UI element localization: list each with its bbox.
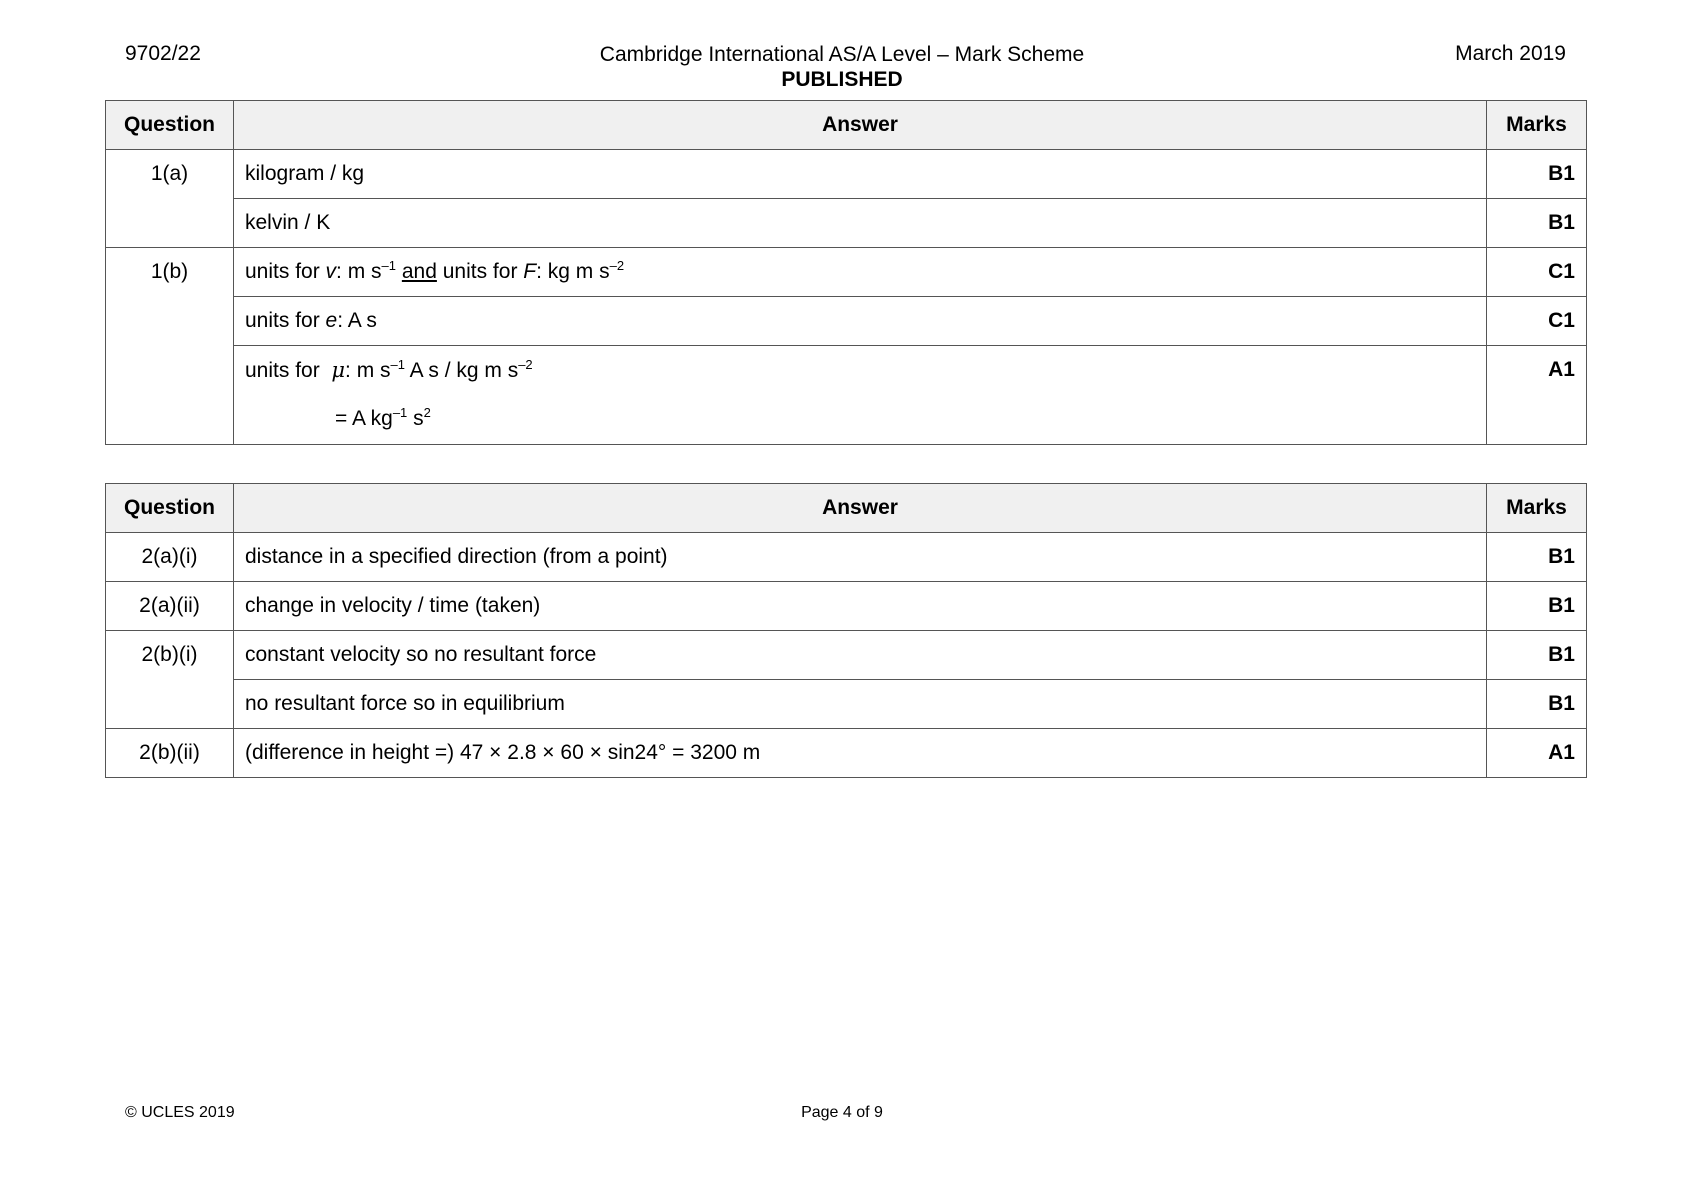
copyright-notice: © UCLES 2019 [125,1104,235,1121]
question-number: 2(b)(i) [106,631,234,729]
table-row [106,346,1587,445]
answer-cell: change in velocity / time (taken) [234,582,1487,631]
column-header-answer: Answer [234,484,1487,533]
mark-cell: B1 [1487,150,1587,199]
mark-cell: A1 [1487,346,1587,445]
answer-cell: units for v: m $s^{-1}$ and units for F: kg m $s^{-2}$ [234,248,1487,297]
table-row [106,248,1587,297]
document-title [0,42,1684,92]
table-row [106,199,1587,248]
column-header-answer: Answer [234,101,1487,150]
table-row [106,582,1587,631]
answer-cell: no resultant force so in equilibrium [234,680,1487,729]
document-code: 9702/22 [125,42,201,65]
answer-line-continuation: = A $kg^{-1}$ $s^2$ [335,405,431,430]
answer-cell: units for e: A s [234,297,1487,346]
table-row [106,631,1587,680]
mark-scheme-table-2 [105,483,1587,778]
column-header-question: Question [106,101,234,150]
table-row [106,150,1587,199]
table-row [106,533,1587,582]
answer-cell: (difference in height =) 47 × 2.8 × 60 × sin24° = 3200 m [234,729,1487,778]
column-header-question: Question [106,484,234,533]
mark-cell: B1 [1487,680,1587,729]
answer-line: units for μ: m $s^{-1}$ A s / kg m $s^{-2}$ [245,357,533,382]
mark-cell: B1 [1487,582,1587,631]
mark-cell: B1 [1487,631,1587,680]
question-number: 2(a)(ii) [106,582,234,631]
table-header-row [106,484,1587,533]
answer-cell: kilogram / kg [234,150,1487,199]
table-header-row [106,101,1587,150]
table-row [106,729,1587,778]
mark-cell: C1 [1487,297,1587,346]
answer-cell: constant velocity so no resultant force [234,631,1487,680]
mark-scheme-table-1 [105,100,1587,445]
column-header-marks: Marks [1487,484,1587,533]
document-date: March 2019 [1455,42,1566,65]
question-number: 2(a)(i) [106,533,234,582]
mark-cell: C1 [1487,248,1587,297]
table-row [106,680,1587,729]
answer-cell: distance in a specified direction (from a point) [234,533,1487,582]
column-header-marks: Marks [1487,101,1587,150]
mark-cell: B1 [1487,199,1587,248]
question-number: 2(b)(ii) [106,729,234,778]
published-label: PUBLISHED [781,68,903,91]
table-row [106,297,1587,346]
question-number: 1(b) [106,248,234,445]
title-text: Cambridge International AS/A Level – Mark Scheme [599,43,1085,66]
mark-cell: B1 [1487,533,1587,582]
mark-cell: A1 [1487,729,1587,778]
page-number: Page 4 of 9 [801,1104,883,1121]
answer-cell: kelvin / K [234,199,1487,248]
question-number: 1(a) [106,150,234,248]
answer-cell [234,346,1487,445]
